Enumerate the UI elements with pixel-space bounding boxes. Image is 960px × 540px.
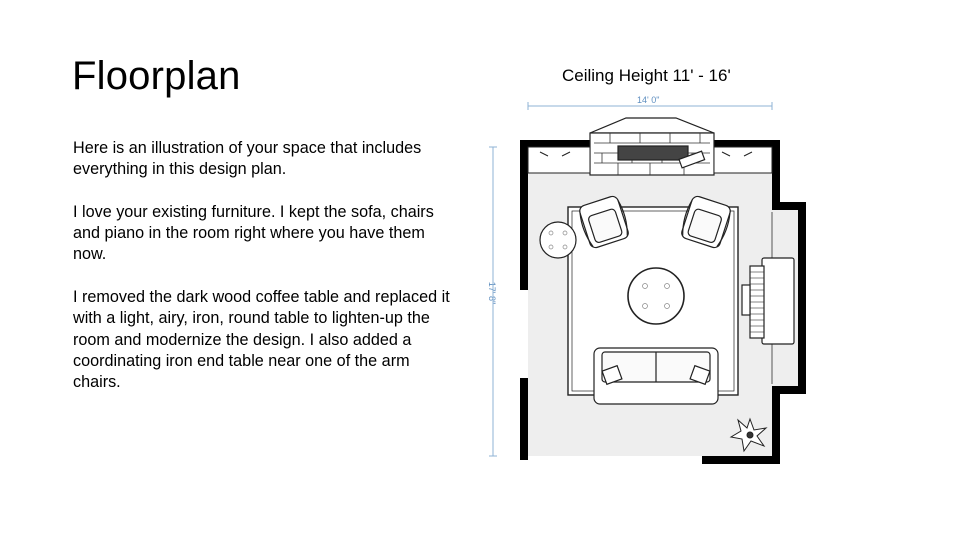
height-dimension-line (489, 147, 497, 456)
left-cabinet (528, 147, 590, 173)
paragraph-existing-furniture: I love your existing furniture. I kept the sofa, chairs and piano in the room right where you have them now. (73, 202, 434, 264)
paragraph-changes: I removed the dark wood coffee table and replaced it with a light, airy, iron, round table to lighten-up the room and modernize the design. I also added a coordinating iron end table near one of the arm chairs. (73, 288, 450, 392)
coffee-table (628, 268, 684, 324)
sofa (594, 348, 718, 404)
fireplace (590, 118, 714, 175)
paragraph-intro: Here is an illustration of your space that includes everything in this design plan. (73, 139, 422, 179)
piano (742, 258, 794, 344)
end-table (540, 222, 576, 258)
slide-title: Floorplan (72, 54, 241, 98)
width-dimension-label: 14' 0" (637, 95, 660, 105)
ceiling-height-label: Ceiling Height 11' - 16' (562, 66, 731, 85)
width-dimension-line (528, 102, 772, 110)
right-cabinet (714, 147, 772, 173)
floorplan-diagram (470, 58, 810, 478)
height-dimension-label: 17' 8" (487, 281, 498, 305)
description-text (73, 138, 453, 415)
